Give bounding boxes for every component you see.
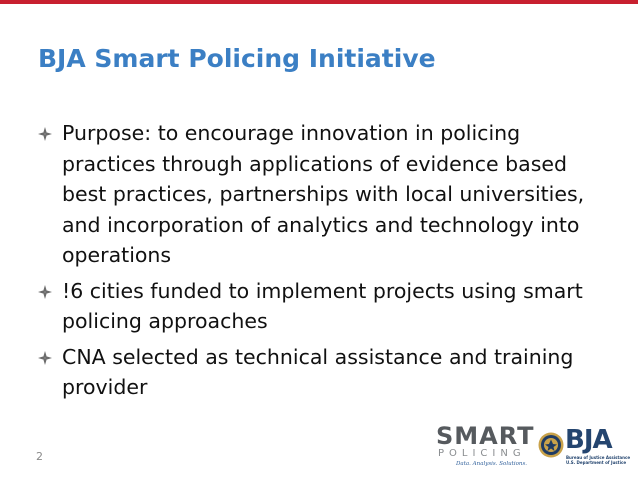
policing-logo-word: POLICING bbox=[438, 448, 526, 459]
bullet-list bbox=[38, 118, 608, 408]
four-petal-diamond-icon bbox=[38, 285, 52, 299]
bja-logo bbox=[538, 425, 631, 466]
bullet-item-cna bbox=[38, 342, 608, 403]
doj-seal-icon bbox=[538, 432, 564, 458]
bja-logo-line2: U.S. Department of Justice bbox=[566, 460, 627, 465]
bja-logo-line1: Bureau of Justice Assistance bbox=[566, 455, 631, 460]
four-petal-diamond-icon bbox=[38, 351, 52, 365]
bullet-text: Purpose: to encourage innovation in policing practices through applications of evidence based best practices, partnerships with local universities, and incorporation of analytics and technology into operations bbox=[62, 121, 585, 267]
four-petal-diamond-icon bbox=[38, 127, 52, 141]
bullet-item-purpose bbox=[38, 118, 608, 271]
bullet-text: CNA selected as technical assistance and training provider bbox=[62, 344, 574, 399]
smart-policing-logo bbox=[436, 422, 535, 468]
top-accent-bar bbox=[0, 0, 638, 4]
bja-logo-word: BJA bbox=[565, 425, 612, 455]
smart-logo-word: SMART bbox=[436, 422, 535, 450]
bullet-item-cities bbox=[38, 276, 608, 337]
slide-title: BJA Smart Policing Initiative bbox=[38, 44, 436, 73]
page-number: 2 bbox=[36, 450, 43, 463]
smart-logo-tagline: Data. Analysis. Solutions. bbox=[456, 461, 528, 467]
bullet-text: !6 cities funded to implement projects using smart policing approaches bbox=[62, 278, 583, 333]
